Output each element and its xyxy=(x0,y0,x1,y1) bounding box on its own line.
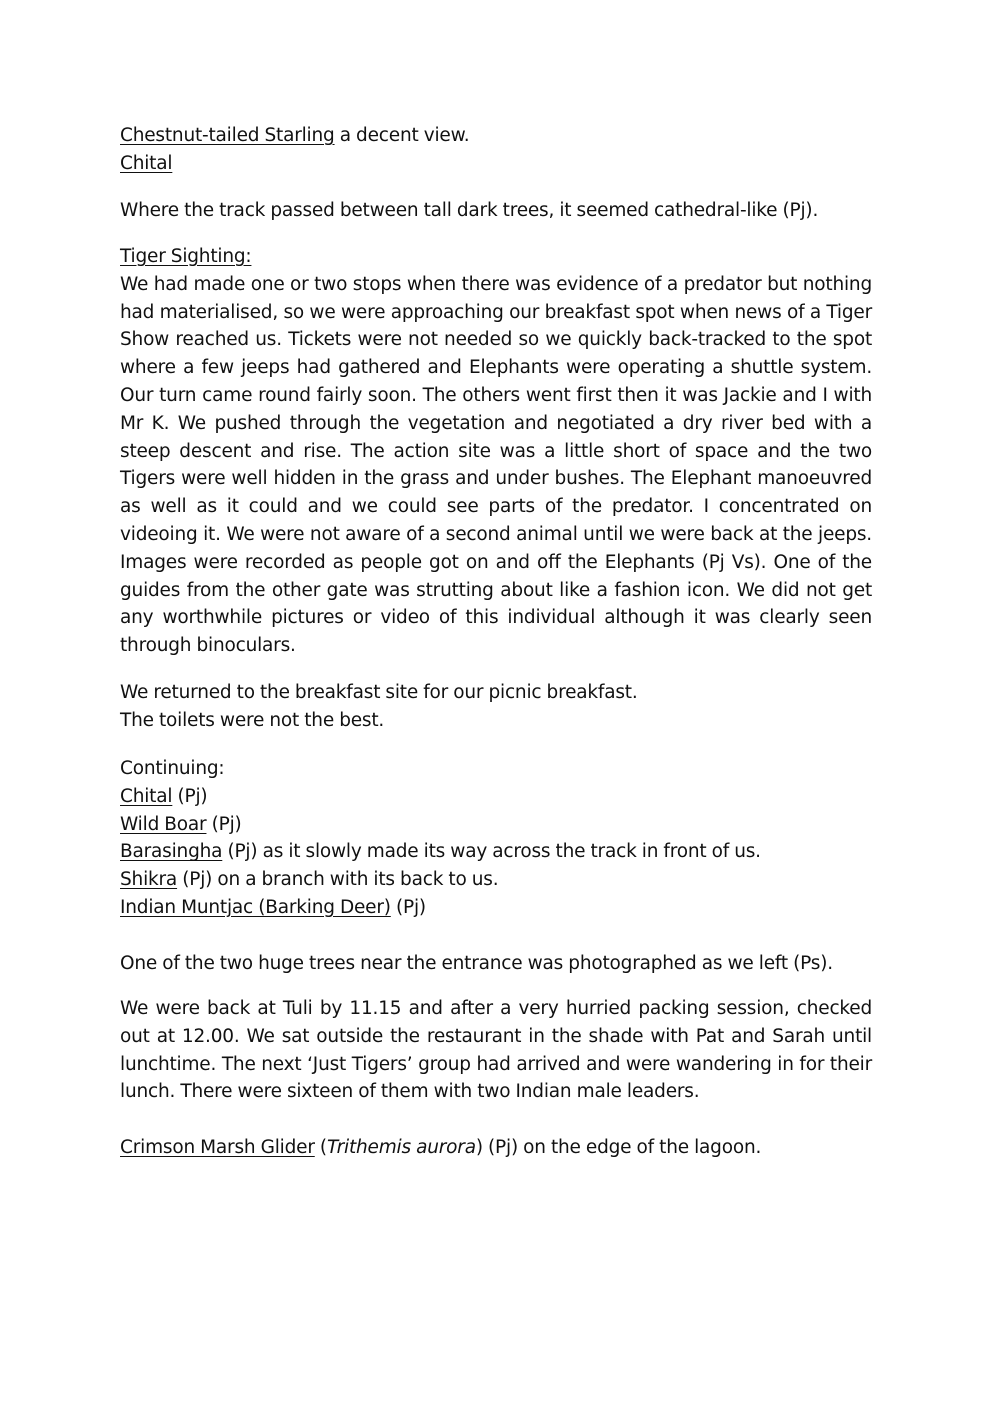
glider-latin-name: Trithemis aurora xyxy=(326,1137,476,1158)
starling-chital-block xyxy=(120,122,872,178)
starling-note: a decent view. xyxy=(334,125,470,146)
trees-paragraph: One of the two huge trees near the entrance was photographed as we left (Ps). xyxy=(120,953,833,974)
list-item xyxy=(120,811,872,839)
species-barasingha: Barasingha xyxy=(120,841,223,863)
tiger-section xyxy=(120,243,872,660)
item-note: (Pj) as it slowly made its way across the track in front of us. xyxy=(222,841,761,863)
item-note: (Pj) xyxy=(390,896,426,918)
starling-line xyxy=(120,122,872,150)
item-note: (Pj) xyxy=(206,813,242,835)
item-note: (Pj) xyxy=(172,785,208,807)
species-chital: Chital xyxy=(120,152,173,174)
item-note: (Pj) on a branch with its back to us. xyxy=(177,869,499,891)
species-wild-boar: Wild Boar xyxy=(120,813,207,835)
species-indian-muntjac: Indian Muntjac (Barking Deer) xyxy=(120,896,391,918)
breakfast-block xyxy=(120,679,872,735)
tiger-heading: Tiger Sighting: xyxy=(120,246,252,267)
glider-line xyxy=(120,1134,872,1162)
list-item xyxy=(120,783,872,811)
species-crimson-marsh-glider: Crimson Marsh Glider xyxy=(120,1137,315,1158)
continuing-block xyxy=(120,755,872,922)
tiger-paragraph: We had made one or two stops when there was evidence of a predator but nothing had materialised, so we were approaching our breakfast spot when news of a Tiger Show reached us. Tickets were not needed so we quickly back-tracked to the spot where a few jeeps had gathered and Elephants were operating a shuttle system. Our turn came round fairly soon. The others went first then it was Jackie and I with Mr K. We pushed through the vegetation and negotiated a dry river bed with a steep descent and rise. The action site was a little short of space and the two Tigers were well hidden in the grass and under bushes. The Elephant manoeuvred as well as it could and we could see parts of the predator. I concentrated on videoing it. We were not aware of a second animal until we were back at the jeeps. Images were recorded as people got on and off the Elephants (Pj Vs). One of the guides from the other gate was strutting about like a fashion icon. We did not get any worthwhile pictures or video of this individual although it was clearly seen through binoculars. xyxy=(120,273,872,657)
chital-line xyxy=(120,150,872,178)
toilets-line: The toilets were not the best. xyxy=(120,709,385,731)
species-shikra: Shikra xyxy=(120,869,178,891)
cathedral-paragraph: Where the track passed between tall dark trees, it seemed cathedral-like (Pj). xyxy=(120,200,819,221)
list-item xyxy=(120,838,872,866)
glider-note: ) (Pj) on the edge of the lagoon. xyxy=(475,1137,762,1158)
species-chestnut-tailed-starling: Chestnut-tailed Starling xyxy=(120,125,335,146)
glider-open: ( xyxy=(314,1137,327,1158)
list-item xyxy=(120,894,872,922)
continuing-heading: Continuing: xyxy=(120,758,225,779)
species-chital-2: Chital xyxy=(120,785,173,807)
list-item xyxy=(120,866,872,894)
tuli-paragraph: We were back at Tuli by 11.15 and after a very hurried packing session, checked out at 12.00. We sat outside the restaurant in the shade with Pat and Sarah until lunchtime. The next ‘Just Tigers’ group had arrived and were wandering in for their lunch. There were sixteen of them with two Indian male leaders. xyxy=(120,998,872,1103)
breakfast-line: We returned to the breakfast site for our picnic breakfast. xyxy=(120,682,638,703)
